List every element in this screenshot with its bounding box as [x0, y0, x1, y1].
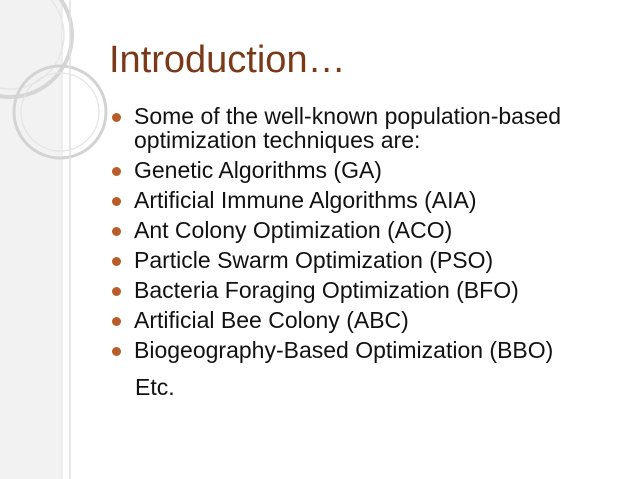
deco-ring-upper-inner — [0, 0, 64, 89]
bullet-text: Genetic Algorithms (GA) — [134, 157, 382, 183]
bullet-dot-icon — [112, 317, 121, 326]
bullet-item — [112, 248, 632, 272]
bullet-dot-icon — [112, 287, 121, 296]
deco-ring-lower — [14, 66, 106, 158]
bullet-item — [112, 188, 632, 212]
bullet-list — [112, 104, 632, 368]
bullet-dot-icon — [112, 197, 121, 206]
bullet-item — [112, 158, 632, 182]
bullet-dot-icon — [112, 347, 121, 356]
bullet-text: Some of the well-known population-based optimization techniques are: — [134, 103, 562, 153]
bullet-dot-icon — [112, 257, 121, 266]
bullet-item — [112, 218, 632, 242]
bullet-dot-icon — [112, 227, 121, 236]
bullet-dot-icon — [112, 113, 121, 122]
bullet-text: Ant Colony Optimization (ACO) — [134, 217, 453, 243]
bullet-item — [112, 278, 632, 302]
bullet-dot-icon — [112, 167, 121, 176]
etc-text: Etc. — [135, 374, 175, 400]
bullet-text: Artificial Immune Algorithms (AIA) — [134, 187, 477, 213]
bullet-text: Bacteria Foraging Optimization (BFO) — [134, 277, 519, 303]
deco-ring-lower-inner — [21, 73, 99, 151]
left-band — [0, 0, 62, 479]
bullet-item — [112, 308, 632, 332]
bullet-text: Artificial Bee Colony (ABC) — [134, 307, 409, 333]
bullet-text: Biogeography-Based Optimization (BBO) — [134, 337, 554, 363]
bullet-item — [112, 338, 632, 362]
bullet-text: Particle Swarm Optimization (PSO) — [134, 247, 494, 273]
bullet-item — [112, 104, 632, 152]
slide-title: Introduction… — [109, 39, 346, 81]
deco-ring-upper — [0, 0, 72, 97]
